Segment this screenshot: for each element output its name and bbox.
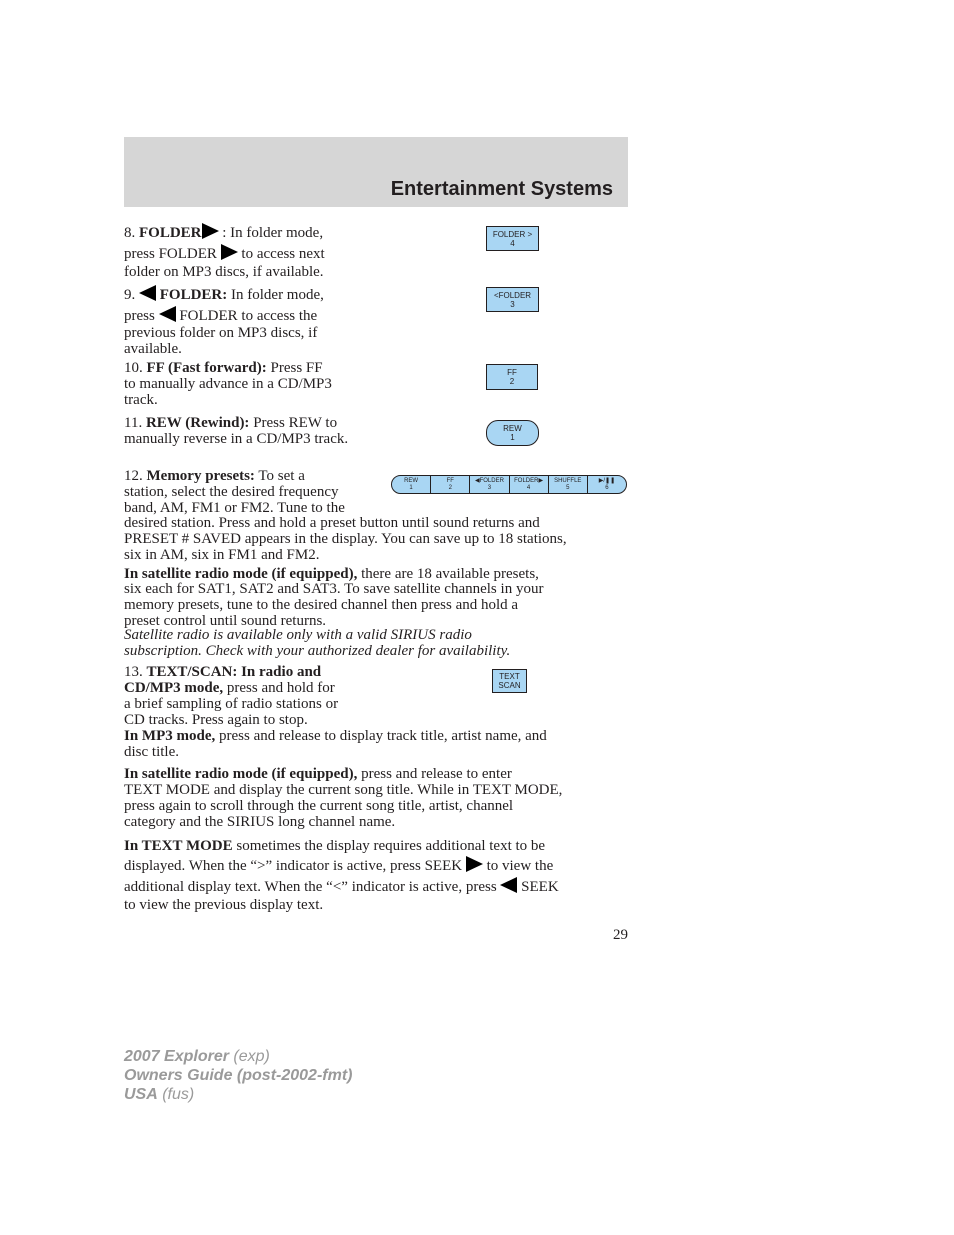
item-11: 11. REW (Rewind): Press REW to manually reverse in a CD/MP3 track. [124, 415, 349, 447]
right-arrow-icon [466, 856, 483, 872]
item-13: 13. TEXT/SCAN: In radio and CD/MP3 mode, press and hold for a brief sampling of radio stations or CD tracks. Press again to stop. [124, 664, 339, 728]
right-arrow-icon [202, 223, 219, 239]
item-9: 9. FOLDER: In folder mode, press FOLDER to access the previous folder on MP3 discs, if available. [124, 287, 324, 357]
text-scan-button[interactable]: TEXT SCAN [492, 669, 527, 693]
preset-button-5[interactable]: SHUFFLE 5 [549, 476, 588, 493]
preset-button-2[interactable]: FF 2 [431, 476, 470, 493]
page-number: 29 [613, 927, 628, 943]
preset-button-3[interactable]: ◀FOLDER 3 [470, 476, 509, 493]
left-arrow-icon [159, 306, 176, 322]
ff-button[interactable]: FF 2 [486, 364, 538, 390]
preset-button-1[interactable]: REW 1 [392, 476, 431, 493]
folder-next-button[interactable]: FOLDER > 4 [486, 226, 539, 251]
folder-prev-label: <FOLDER [493, 290, 532, 300]
satellite-text-mode-paragraph: In satellite radio mode (if equipped), press and release to enter TEXT MODE and display the current song title. While in TEXT MODE, press again to scroll through the current song title, artist, channel category and the SIRIUS long channel name. [124, 766, 563, 830]
preset-button-6[interactable]: ▶/❚❚ 6 [598, 477, 616, 491]
section-title: Entertainment Systems [390, 178, 613, 200]
folder-prev-button[interactable]: <FOLDER 3 [486, 287, 539, 312]
right-arrow-icon [221, 244, 238, 260]
item-8: 8. FOLDER : In folder mode, press FOLDER to access next folder on MP3 discs, if available. [124, 225, 325, 280]
section-header-band [124, 137, 628, 207]
left-arrow-icon [139, 285, 156, 301]
memory-preset-strip [391, 475, 627, 494]
item-12: 12. Memory presets: To set a station, select the desired frequency band, AM, FM1 or FM2. Tune to the desired station. Press and hold a preset button until sound returns and PRESET # SAVED appears in the display. You can save up to 18 stations, six in AM, six in FM1 and FM2. [124, 468, 567, 563]
rew-button[interactable]: REW 1 [486, 420, 539, 446]
chevron-right-icon: > [527, 229, 533, 239]
satellite-presets-paragraph: In satellite radio mode (if equipped), there are 18 available presets, six each for SAT1, SAT2 and SAT3. To save satellite channels in your memory presets, tune to the desired channel then press and hold a preset control until sound returns. Satellite radio is available only with a valid SIRIUS radio subscription. Check with your authorized dealer for availability. [124, 566, 544, 659]
chevron-left-icon: < [493, 290, 499, 300]
item-10: 10. FF (Fast forward): Press FF to manually advance in a CD/MP3 track. [124, 360, 332, 408]
text-mode-paragraph: In TEXT MODE sometimes the display requires additional text to be displayed. When the “>” indicator is active, press SEEK to view the additional display text. When the “<” indicator is active, press SEEK to view the previous display text. [124, 838, 559, 913]
document-footer: 2007 Explorer (exp) Owners Guide (post-2002-fmt) USA (fus) [124, 1048, 353, 1103]
folder-next-label: FOLDER > [492, 229, 533, 239]
mp3-mode-paragraph: In MP3 mode, press and release to display track title, artist name, and disc title. [124, 728, 547, 760]
preset-button-4[interactable]: FOLDER▶ 4 [510, 476, 549, 493]
left-arrow-icon [500, 877, 517, 893]
